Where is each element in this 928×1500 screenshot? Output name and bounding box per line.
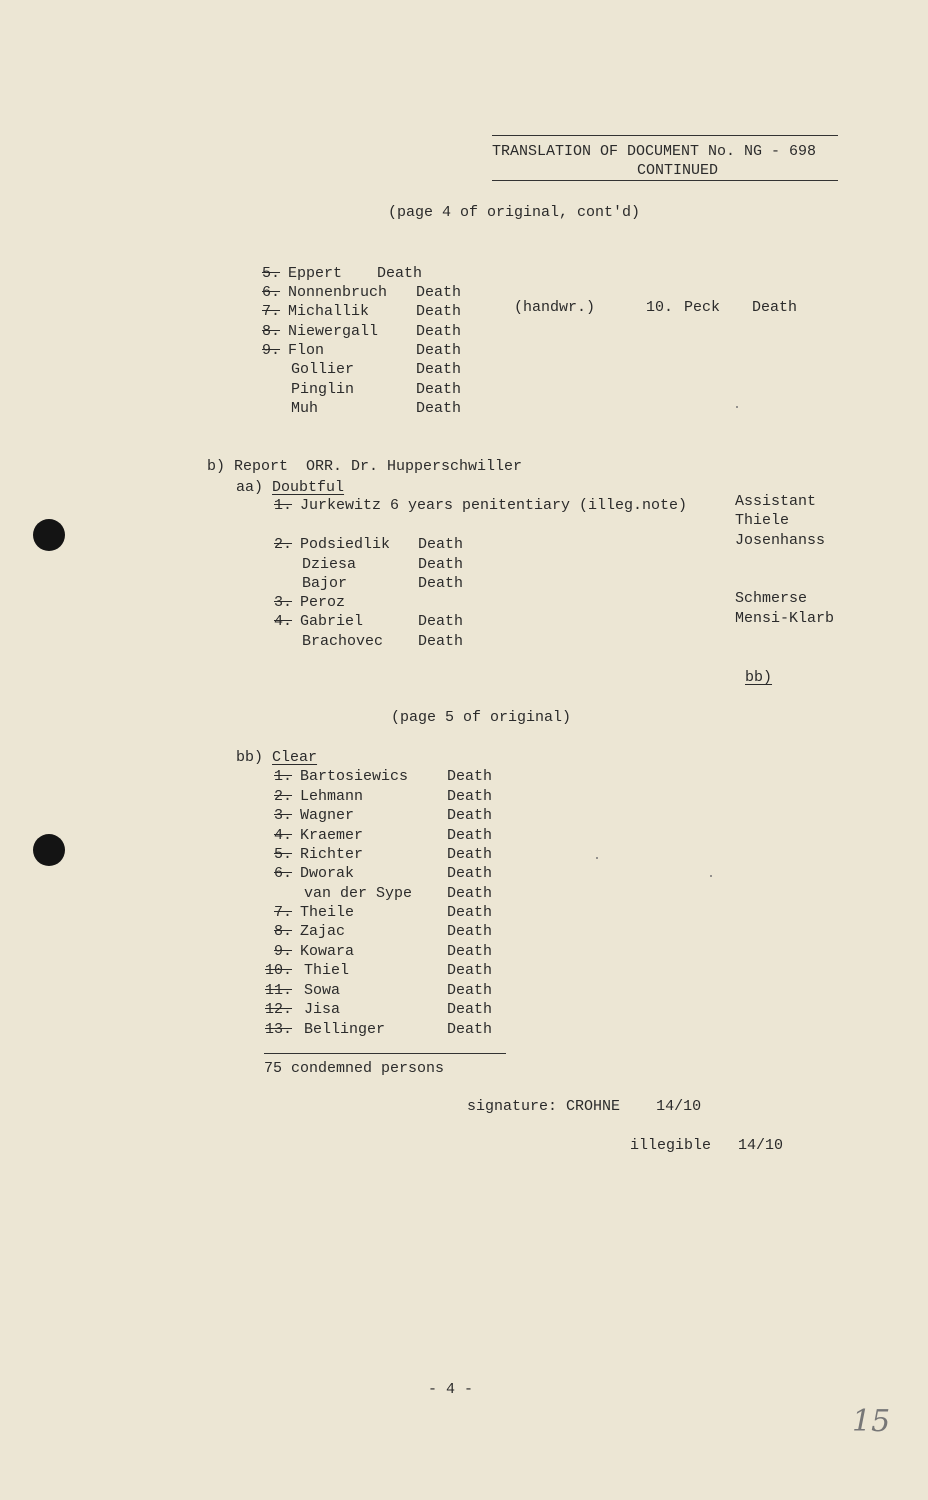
list-item-verdict: Death (418, 633, 464, 650)
punch-hole-bottom (33, 834, 65, 866)
page4-note: (page 4 of original, cont'd) (388, 204, 641, 221)
speck (596, 857, 598, 859)
list-item-verdict: Death (447, 923, 493, 940)
list-item: 8. Niewergall (262, 323, 379, 340)
page-number: - 4 - (428, 1381, 474, 1398)
list-item: van der Sype (304, 885, 413, 902)
list-item-verdict: Death (447, 807, 493, 824)
list-item: Bajor (302, 575, 348, 592)
list-item: Muh (291, 400, 319, 417)
list-item: Brachovec (302, 633, 384, 650)
list-item-verdict: Death (418, 536, 464, 553)
list-item: 6. Nonnenbruch (262, 284, 388, 301)
document-title: TRANSLATION OF DOCUMENT No. NG - 698 (492, 143, 817, 160)
total-count: 75 condemned persons (264, 1060, 445, 1077)
document-subtitle: CONTINUED (637, 162, 719, 179)
list-item-verdict: Death (447, 962, 493, 979)
list-item: 6. Dworak (274, 865, 355, 882)
list-item-verdict: Death (416, 361, 462, 378)
clear-heading: bb) Clear (236, 749, 318, 766)
punch-hole-top (33, 519, 65, 551)
list-item-verdict: Death (418, 575, 464, 592)
signature-line: signature: CROHNE 14/10 (467, 1098, 702, 1115)
header-rule-bottom (492, 180, 838, 181)
right-name: Josenhanss (735, 532, 826, 549)
list-item-verdict: Death (447, 865, 493, 882)
list-item-verdict: Death (418, 556, 464, 573)
list-item: 7. Theile (274, 904, 355, 921)
list-item-verdict: Death (416, 303, 462, 320)
page5-note: (page 5 of original) (391, 709, 572, 726)
speck (736, 406, 738, 408)
list-item-verdict: Death (447, 846, 493, 863)
list-item: 3. Peroz (274, 594, 346, 611)
list-item-verdict: Death (377, 265, 423, 282)
list-item-verdict: Death (447, 982, 493, 999)
list-item: 11. Sowa (265, 982, 341, 999)
handwritten-name: Peck (684, 299, 721, 316)
list-item-verdict: Death (416, 400, 462, 417)
list-item: Dziesa (302, 556, 357, 573)
pencil-page-number: 15 (852, 1404, 891, 1439)
handwritten-label: (handwr.) (514, 299, 596, 316)
list-item: 10. Thiel (265, 962, 350, 979)
list-item: 2. Lehmann (274, 788, 364, 805)
right-name: Assistant (735, 493, 817, 510)
list-item-verdict: Death (447, 788, 493, 805)
handwritten-verdict: Death (752, 299, 798, 316)
list-item-verdict: Death (416, 323, 462, 340)
right-name: Mensi-Klarb (735, 610, 835, 627)
list-item-verdict: Death (447, 827, 493, 844)
list-item-verdict: Death (447, 904, 493, 921)
list-item-verdict: Death (416, 381, 462, 398)
list-item-verdict: Death (447, 1001, 493, 1018)
list-item: 5. Eppert (262, 265, 343, 282)
list-item-verdict: Death (416, 284, 462, 301)
handwritten-num: 10. (646, 299, 674, 316)
bb-marker: bb) (745, 669, 773, 686)
list-item-verdict: Death (447, 943, 493, 960)
list-item: 9. Flon (262, 342, 325, 359)
list-item: Pinglin (291, 381, 355, 398)
total-rule (264, 1053, 506, 1054)
doubtful-heading: aa) Doubtful (236, 479, 345, 496)
list-item: 1. Bartosiewics (274, 768, 409, 785)
list-item-verdict: Death (447, 1021, 493, 1038)
right-name: Schmerse (735, 590, 808, 607)
report-heading: b) Report ORR. Dr. Hupperschwiller (207, 458, 523, 475)
list-item-verdict: Death (447, 885, 493, 902)
list-item: 3. Wagner (274, 807, 355, 824)
list-item: 9. Kowara (274, 943, 355, 960)
illegible-line: illegible 14/10 (630, 1137, 784, 1154)
right-name: Thiele (735, 512, 790, 529)
list-item-verdict: Death (416, 342, 462, 359)
list-item-verdict: Death (447, 768, 493, 785)
list-item: 13. Bellinger (265, 1021, 386, 1038)
jurkewitz-entry: 1. Jurkewitz 6 years penitentiary (illeg.note) (274, 497, 688, 514)
header-rule-top (492, 135, 838, 136)
list-item: 7. Michallik (262, 303, 370, 320)
list-item-verdict: Death (418, 613, 464, 630)
list-item: Gollier (291, 361, 355, 378)
list-item: 2. Podsiedlik (274, 536, 391, 553)
list-item: 8. Zajac (274, 923, 346, 940)
list-item: 5. Richter (274, 846, 364, 863)
list-item: 4. Kraemer (274, 827, 364, 844)
list-item: 12. Jisa (265, 1001, 341, 1018)
speck (710, 875, 712, 877)
list-item: 4. Gabriel (274, 613, 364, 630)
